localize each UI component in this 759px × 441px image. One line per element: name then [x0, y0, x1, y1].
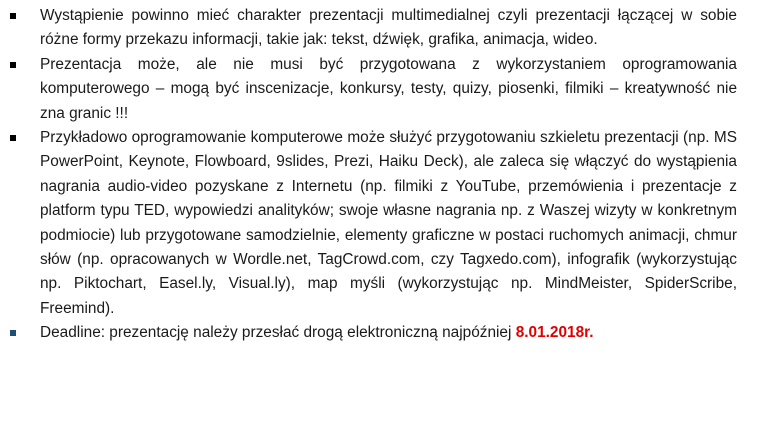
list-item-text: Przykładowo oprogramowanie komputerowe może służyć przygotowaniu szkieletu prezentacji (np. MS PowerPoint, Keynote, Flowboard, 9slides, Prezi, Haiku Deck), ale zaleca się włączyć do wystąpienia nagrania audio-video pozyskane z Internetu (np. filmiki z YouTube, przemówienia i prezentacje z platform typu TED, wypowiedzi analityków; swoje własne nagrania np. z Waszej wizyty w konkretnym podmiocie) lub przygotowane samodzielnie, elementy graficzne w postaci ruchomych animacji, chmur słów (np. opracowanych w Wordle.net, TagCrowd.com, czy Tagxedo.com), infografik (wykorzystując np. Piktochart, Easel.ly, Visual.ly), map myśli (wykorzystując np. MindMeister, SpiderScribe, Freemind).: [40, 129, 737, 317]
list-item-software-optional: [0, 53, 759, 126]
deadline-date: 8.01.2018r.: [515, 324, 594, 342]
list-item-software-examples: [0, 126, 759, 321]
document-body: [0, 4, 759, 346]
list-item-text: Wystąpienie powinno mieć charakter prezentacji multimedialnej czyli prezentacji łączącej w sobie różne formy przekazu informacji, takie jak: tekst, dźwięk, grafika, animacja, wideo.: [40, 7, 737, 49]
square-bullet-icon: [10, 135, 16, 141]
square-bullet-icon: [10, 13, 16, 19]
list-item-text: Prezentacja może, ale nie musi być przygotowana z wykorzystaniem oprogramowania komputerowego – mogą być inscenizacje, konkursy, testy, quizy, piosenki, filmiki – kreatywność nie zna granic !!!: [40, 55, 737, 122]
deadline-text: Deadline: prezentację należy przesłać drogą elektroniczną najpóźniej: [40, 324, 516, 342]
list-item-multimedia: [0, 4, 759, 53]
square-bullet-icon: [10, 330, 16, 336]
list-item-deadline: [0, 321, 759, 345]
square-bullet-icon: [10, 62, 16, 68]
